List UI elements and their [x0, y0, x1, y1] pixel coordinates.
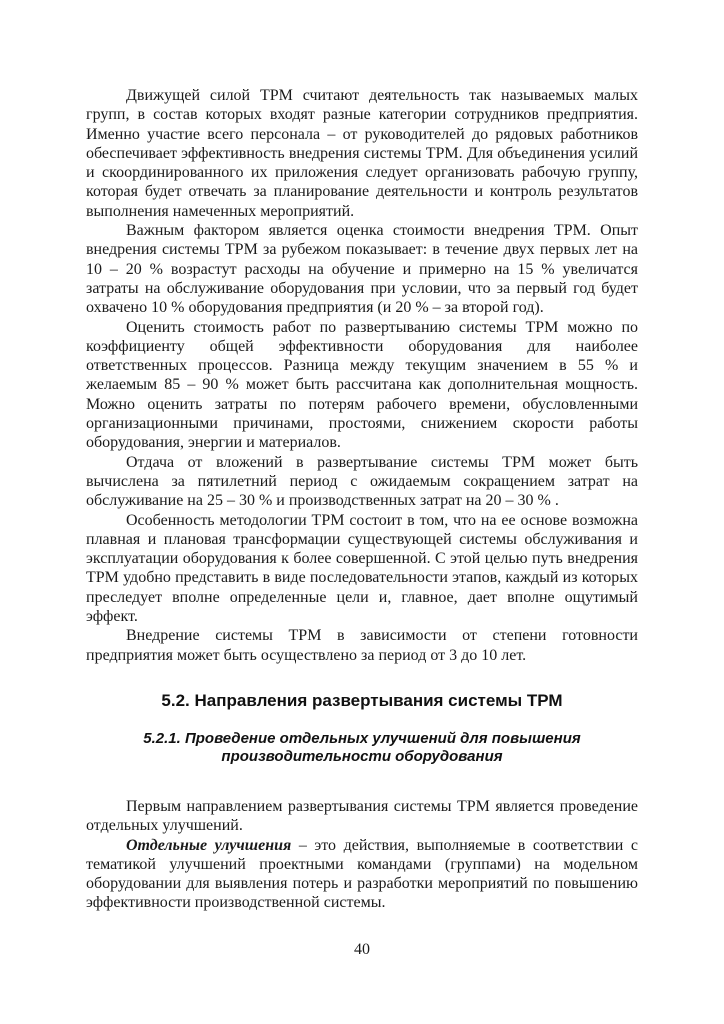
paragraph-deployment-cost: Оценить стоимость работ по развертыванию системы ТРМ можно по коэффициенту общей эффективности оборудования для наиболее ответственных процессов. Разница между текущим значением в 55 % и желаемым 85 – 90 % может быть рассчитана как дополнительная мощность. Можно оценить затраты по потерям рабочего времени, обусловленными организационными причинами, простоями, снижением скорости работы оборудования, энергии и материалов. — [86, 318, 638, 452]
section-title: 5.2. Направления развертывания системы ТРМ — [161, 690, 563, 710]
paragraph-definition — [86, 836, 638, 913]
paragraph-methodology: Особенность методологии ТРМ состоит в том, что на ее основе возможна плавная и плановая трансформации существующей системы обслуживания и эксплуатации оборудования к более совершенной. С этой целью путь внедрения ТРМ удобно представить в виде последовательности этапов, каждый из которых преследует вполне определенные цели и, главное, дает вполне ощутимый эффект. — [86, 511, 638, 626]
definition-term: Отдельные улучшения — [126, 836, 292, 854]
paragraph-implementation-period: Внедрение системы ТРМ в зависимости от степени готовности предприятия может быть осуществлено за период от 3 до 10 лет. — [86, 627, 638, 664]
paragraph-small-groups: Движущей силой ТРМ считают деятельность так называемых малых групп, в состав которых входят разные категории сотрудников предприятия. Именно участие всего персонала – от руководителей до рядовых работников обеспечивает эффективность внедрения системы ТРМ. Для объединения усилий и скоординированного их приложения следует организовать рабочую группу, которая будет отвечать за планирование деятельности и контроль результатов выполнения намеченных мероприятий. — [86, 87, 638, 220]
subsection-title — [86, 730, 638, 766]
subsection-title-line1: 5.2.1. Проведение отдельных улучшений для повышения — [143, 729, 581, 747]
definition-text: – это действия, выполняемые в соответствии с тематикой улучшений проектными командами (группами) на модельном оборудовании для выявления потерь и разработки мероприятий по повышению эффективности производственной системы. — [86, 836, 638, 912]
page-number: 40 — [354, 941, 370, 958]
document-page — [86, 86, 638, 913]
paragraph-first-direction: Первым направлением развертывания системы ТРМ является проведение отдельных улучшений. — [86, 797, 638, 835]
paragraph-cost-estimate: Важным фактором является оценка стоимости внедрения ТРМ. Опыт внедрения системы ТРМ за рубежом показывает: в течение двух первых лет на 10 – 20 % возрастут расходы на обучение и примерно на 15 % увеличатся затраты на обслуживание оборудования при условии, что за первый год будет охвачено 10 % оборудования предприятия (и 20 % – за второй год). — [86, 222, 638, 317]
subsection-title-line2: производительности оборудования — [221, 747, 503, 765]
paragraph-return-on-investment: Отдача от вложений в развертывание системы ТРМ может быть вычислена за пятилетний период с ожидаемым сокращением затрат на обслуживание на 25 – 30 % и производственных затрат на 20 – 30 % . — [86, 453, 638, 510]
